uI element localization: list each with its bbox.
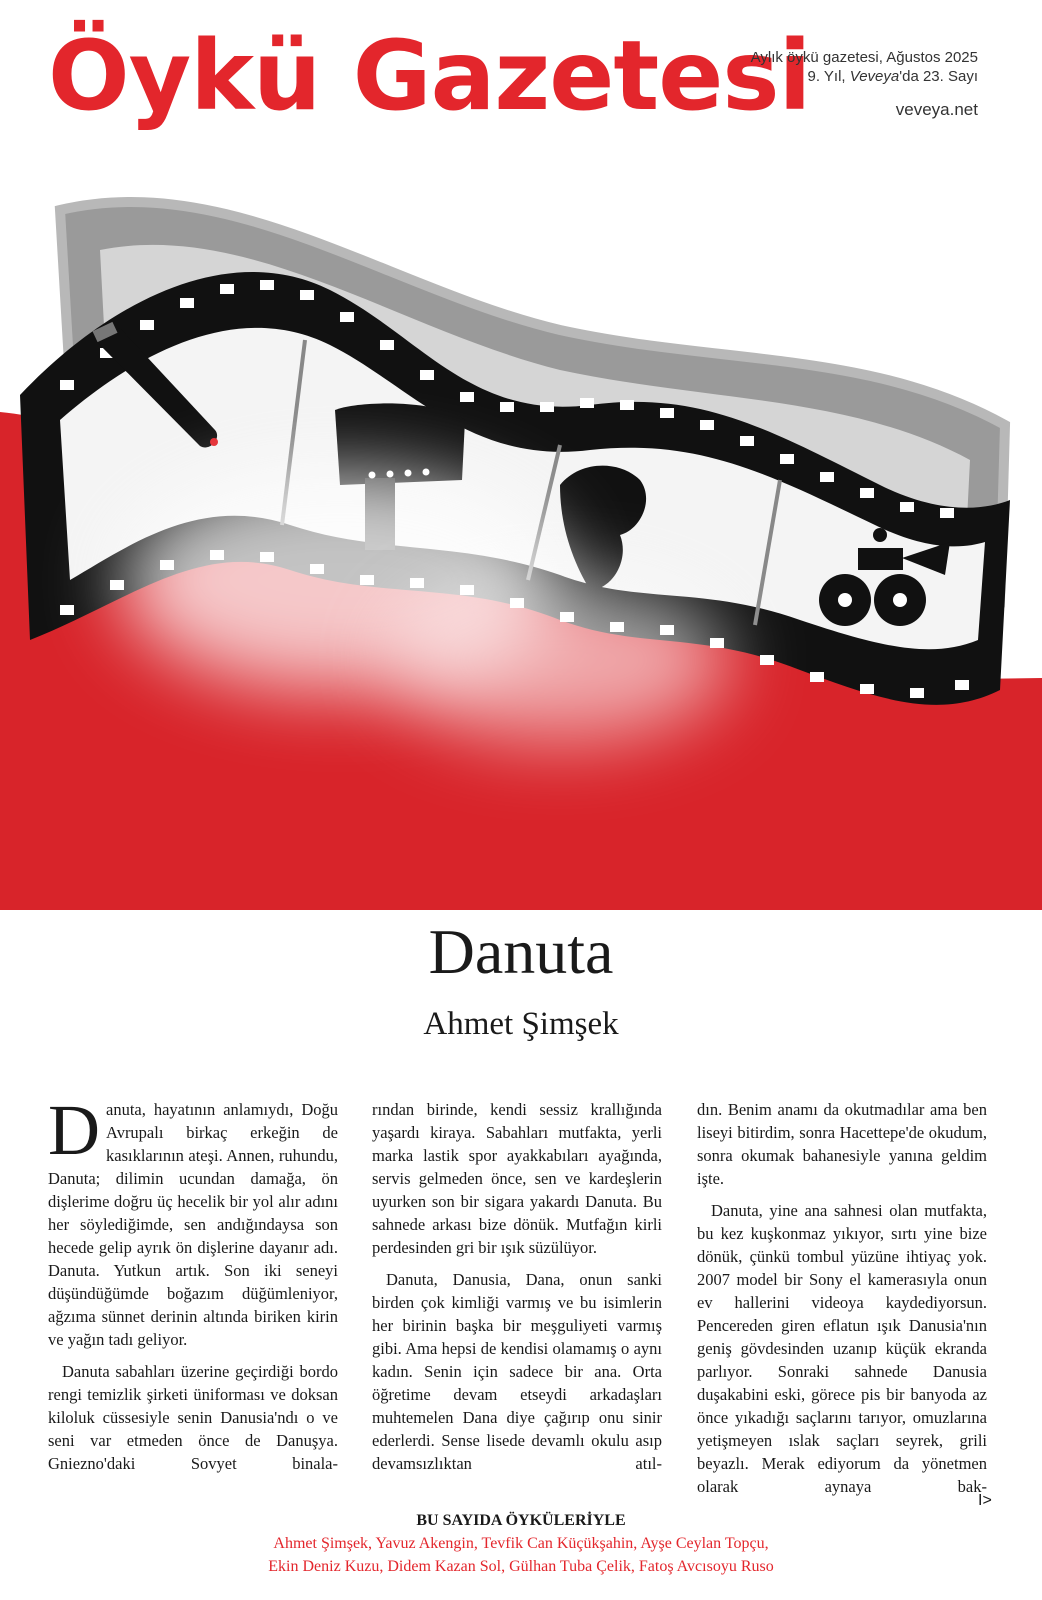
- paragraph: dın. Benim anamı da okutmadılar ama ben liseyi bitirdim, sonra Hacettepe'de okudum, sonra okumak bahanesiyle yanına geldim işte.: [697, 1100, 987, 1188]
- paragraph: Danuta, yine ana sahnesi olan mutfakta, bu kez kuşkonmaz yıkıyor, sırtı yine bize dönük, çünkü tombul yüzüne ihtiyaç yok. 2007 model bir Sony el kamerasıyla onun ev hallerini videoya kaydediyorsun. Pencereden giren eflatun ışık Danusia'nın geniş gövdesinden uzanıp küçük ekranda parlıyor. Sonraki sahnede Danusia duşakabini eski, görece pis bir banyoda az önce yıkadığı saçlarını tarıyor, omuzlarına yetişmeyen ıslak saçları seyrek, grili beyazlı. Merak ediyorum da yönetmen olarak aynaya bak-: [697, 1201, 987, 1496]
- column-2: [372, 1098, 662, 1484]
- column-1: [48, 1090, 338, 1484]
- paragraph: Danuta, Danusia, Dana, onun sanki birden çok kimliği varmış ve bu isimlerin her birinin başka bir meşguliyeti varmış gibi. Ama hepsi de kendisi olamamış o aynı kadın. Senin için sadece bir ana. Orta öğretime devam etseydi arkadaşları muhtemelen Dana diye çağırıp onu sinir ederlerdi. Sense lisede devamlı okulu asıp devamsızlıktan atıl-: [372, 1270, 662, 1473]
- site-link[interactable]: veveya.net: [895, 100, 978, 119]
- column-3: [697, 1098, 987, 1507]
- article-title: Danuta: [428, 916, 614, 987]
- issue-contents: [0, 1510, 1042, 1578]
- issue-info: [751, 48, 978, 119]
- hero-illustration: [0, 180, 1042, 910]
- contents-authors-line-1: Ahmet Şimşek, Yavuz Akengin, Tevfik Can Küçükşahin, Ayşe Ceylan Topçu,: [273, 1535, 769, 1552]
- continue-arrow-icon[interactable]: I>: [978, 1492, 992, 1509]
- contents-heading: BU SAYIDA ÖYKÜLERİYLE: [416, 1512, 626, 1529]
- paragraph: Danuta sabahları üzerine geçirdiği bordo rengi temizlik şirketi üniforması ve doksan kiloluk cüssesiyle senin Danusia'ndı o ve seni var etmeden önce de Danuşya. Gniezno'daki Sovyet binala-: [48, 1362, 338, 1473]
- tagline: Aylık öykü gazetesi, Ağustos 2025: [750, 49, 978, 66]
- article-author: Ahmet Şimşek: [423, 1006, 619, 1042]
- paragraph: rından birinde, kendi sessiz krallığında yaşardı kiraya. Sabahları mutfakta, yerli marka lastik spor ayakkabıları ayağında, servis gelmeden önce, sen ve kardeşlerin uyurken son bir sigara yakardı Danuta. Bu sahnede arkası bize dönük. Mutfağın kirli perdesinden gri bir ışık süzülüyor.: [372, 1100, 662, 1257]
- masthead-title: Öykü Gazetesi: [48, 20, 811, 132]
- drop-cap: D: [48, 1090, 100, 1170]
- issue-number: 9. Yıl, Veveya'da 23. Sayı: [807, 68, 978, 85]
- contents-authors-line-2: Ekin Deniz Kuzu, Didem Kazan Sol, Gülhan Tuba Çelik, Fatoş Avcısoyu Ruso: [268, 1558, 774, 1575]
- paragraph: Danuta, hayatının anlamıydı, Doğu Avrupalı birkaç erkeğin de kasıklarının ateşi. Annen, ruhundu, Danuta; dilimin ucundan damağa, ön dişlerime doğru üç hecelik bir yol alır adını her söylediğimde, sen andığındaysa son hecede gelip ayrık ön dişlerine dayanır adı. Danuta. Yutkun artık. Son iki seneyi düşündüğümde boğazım düğümleniyor, ağzıma sünnet derinin altında biriken kirin ve yağın tadı geliyor.: [48, 1090, 338, 1349]
